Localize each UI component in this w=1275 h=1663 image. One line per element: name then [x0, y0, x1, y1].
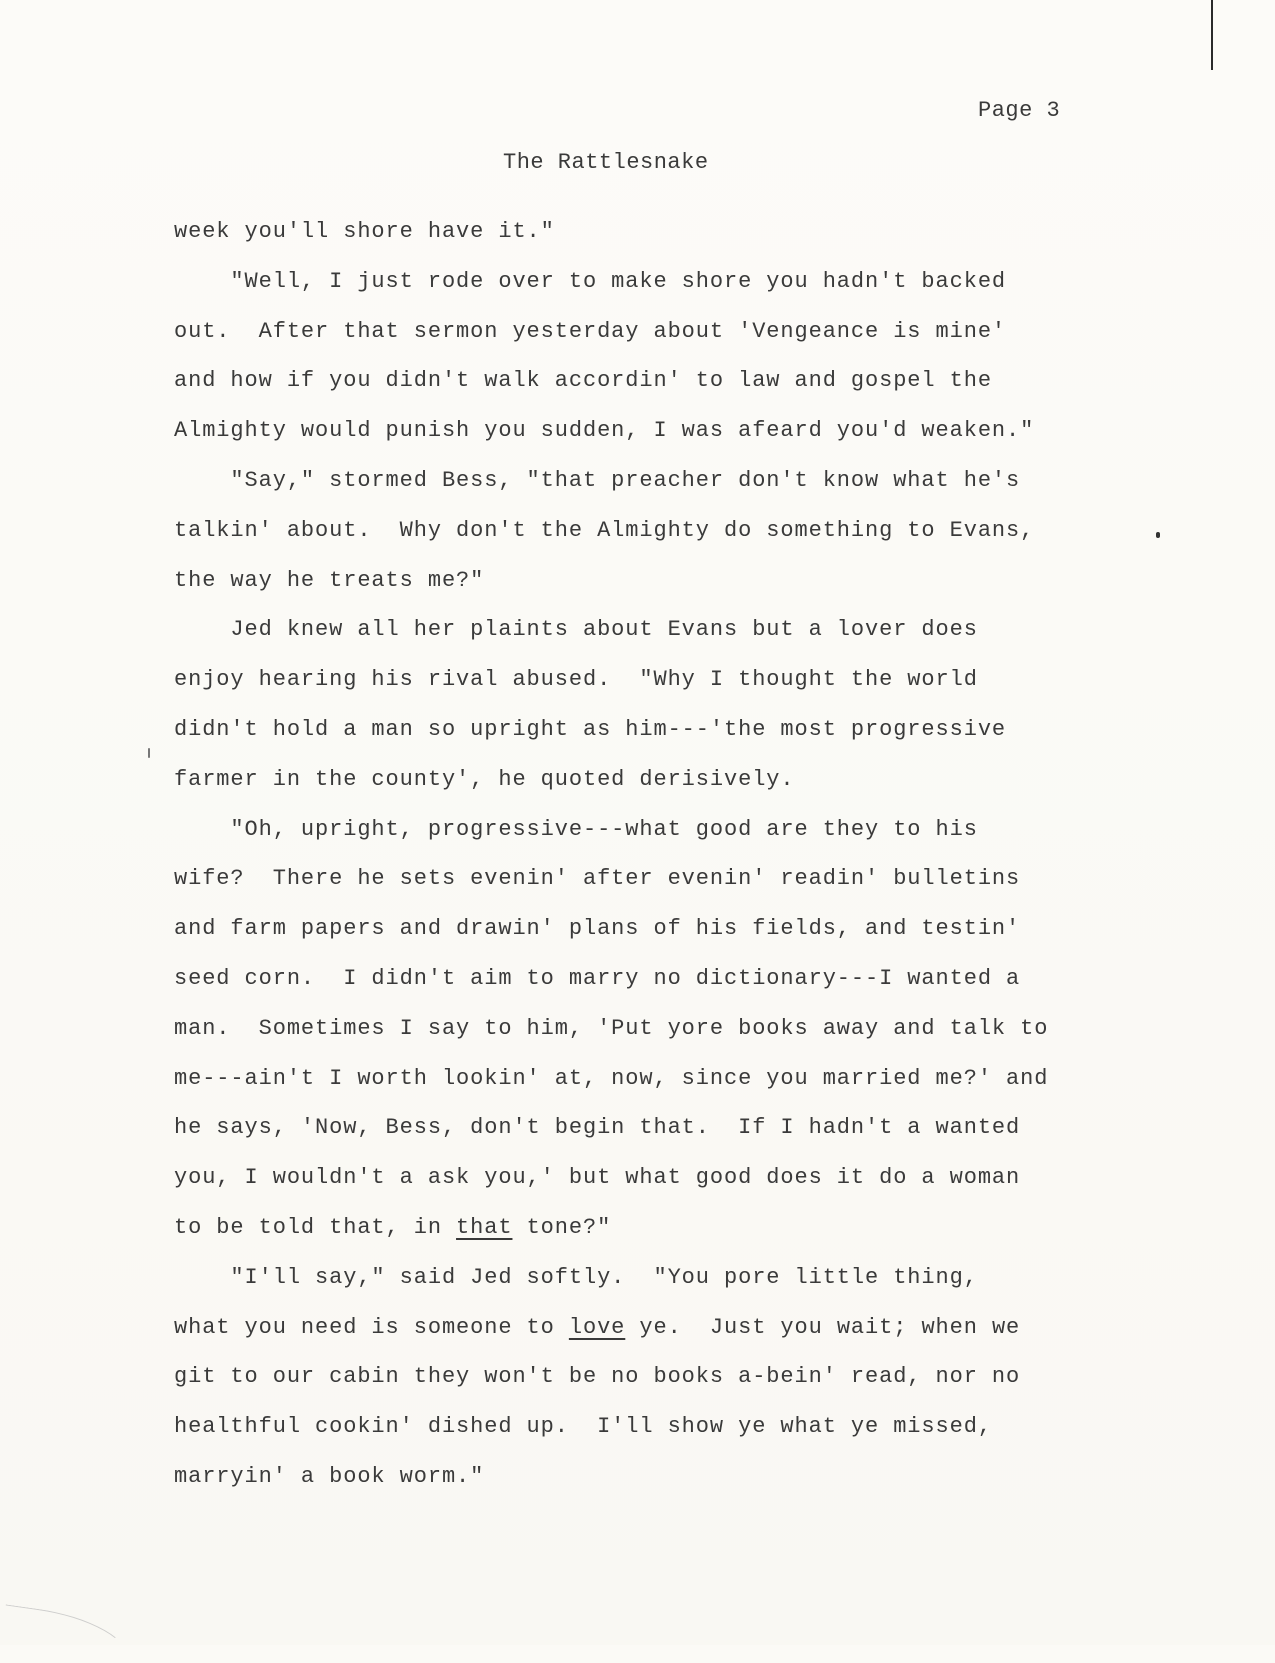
text-line: marryin' a book worm." [174, 1463, 485, 1489]
text-line: and farm papers and drawin' plans of his fields, and testin' [174, 916, 1021, 942]
text-segment: ye. Just you wait; when we [625, 1314, 1021, 1340]
page-edge-line [1211, 0, 1213, 70]
underlined-word: that [456, 1214, 513, 1240]
text-line: talkin' about. Why don't the Almighty do something to Evans, [174, 517, 1035, 543]
text-line: me---ain't I worth lookin' at, now, since you married me?' and [174, 1065, 1049, 1091]
text-line-with-underline [174, 1314, 1114, 1364]
document-title: The Rattlesnake [503, 150, 709, 175]
text-line: the way he treats me?" [174, 567, 485, 593]
text-line: week you'll shore have it." [174, 219, 555, 244]
text-segment: tone?" [512, 1214, 612, 1240]
text-line: enjoy hearing his rival abused. "Why I thought the world [174, 667, 978, 693]
text-line: man. Sometimes I say to him, 'Put yore books away and talk to [174, 1015, 1049, 1041]
text-line: he says, 'Now, Bess, don't begin that. If I hadn't a wanted [174, 1115, 1021, 1141]
text-line: didn't hold a man so upright as him---'the most progressive [174, 716, 1007, 742]
text-line: Almighty would punish you sudden, I was afeard you'd weaken." [174, 418, 1035, 444]
text-segment: what you need is someone to [174, 1314, 569, 1340]
text-line: "Well, I just rode over to make shore you hadn't backed [174, 268, 1007, 294]
paper-curl-mark [0, 1604, 135, 1663]
page-number: Page 3 [978, 98, 1061, 123]
text-line: "I'll say," said Jed softly. "You pore little thing, [174, 1264, 978, 1290]
text-segment: to be told that, in [174, 1214, 457, 1240]
text-line: Jed knew all her plaints about Evans but a lover does [174, 617, 978, 643]
text-line: "Say," stormed Bess, "that preacher don't know what he's [174, 467, 1021, 493]
text-line: farmer in the county', he quoted derisively. [174, 766, 795, 792]
text-line: "Oh, upright, progressive---what good are they to his [174, 816, 978, 842]
text-line: out. After that sermon yesterday about 'Vengeance is mine' [174, 318, 1007, 344]
text-line: git to our cabin they won't be no books a-bein' read, nor no [174, 1364, 1021, 1390]
text-line: healthful cookin' dished up. I'll show ye what ye missed, [174, 1414, 992, 1440]
text-line-with-underline [174, 1214, 1114, 1264]
text-line: wife? There he sets evenin' after evenin' readin' bulletins [174, 866, 1021, 892]
text-line: seed corn. I didn't aim to marry no dictionary---I wanted a [174, 965, 1021, 991]
text-line: and how if you didn't walk accordin' to law and gospel the [174, 368, 992, 394]
underlined-word: love [568, 1314, 626, 1340]
ink-speck [1156, 532, 1160, 538]
text-line: you, I wouldn't a ask you,' but what good does it do a woman [174, 1165, 1021, 1191]
typed-body-text [174, 218, 1114, 1513]
margin-mark [148, 748, 150, 758]
